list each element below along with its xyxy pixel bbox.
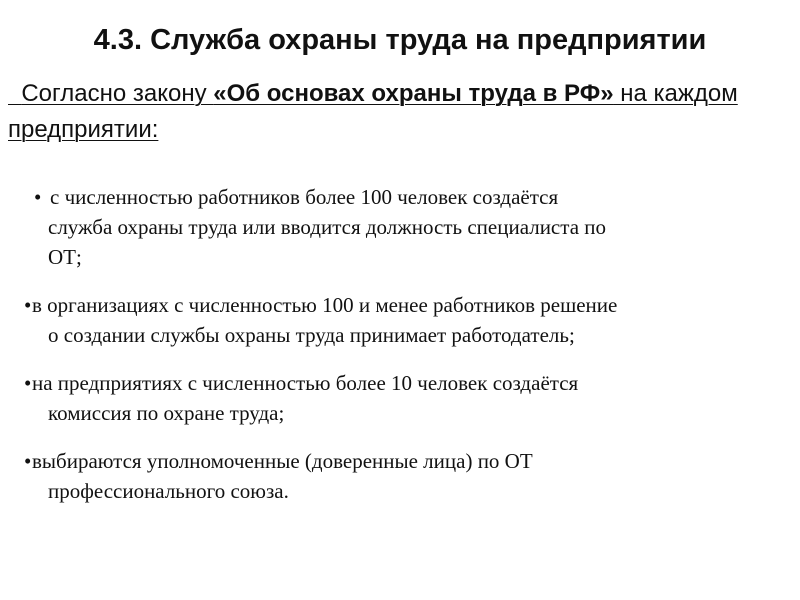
bullet-line: служба охраны труда или вводится должность специалиста по bbox=[48, 215, 606, 239]
bullet-line: на предприятиях с численностью более 10 человек создаётся bbox=[32, 371, 579, 395]
bullet-line: о создании службы охраны труда принимает работодатель; bbox=[48, 323, 575, 347]
bullet-line: профессионального союза. bbox=[48, 479, 289, 503]
bullet-line: комиссия по охране труда; bbox=[48, 401, 285, 425]
bullet-line: в организациях с численностью 100 и менее работников решение bbox=[32, 293, 618, 317]
bullet-marker: • bbox=[24, 449, 32, 473]
bullet-line: с численностью работников более 100 человек создаётся bbox=[50, 185, 559, 209]
law-name: «Об основах охраны труда в РФ» bbox=[213, 80, 614, 107]
bullet-item-4 bbox=[24, 446, 533, 506]
intro-text-after: на каждом предприятии: bbox=[8, 80, 738, 143]
bullet-item-3 bbox=[24, 368, 578, 428]
bullet-marker: • bbox=[24, 371, 32, 395]
intro-text-before: Согласно закону bbox=[21, 80, 214, 107]
slide-title: 4.3. Служба охраны труда на предприятии bbox=[93, 24, 707, 56]
bullet-line: выбираются уполномоченные (доверенные лица) по ОТ bbox=[32, 449, 533, 473]
bullet-marker: • bbox=[34, 185, 42, 209]
bullet-line: ОТ; bbox=[48, 245, 82, 269]
bullet-item-2 bbox=[24, 290, 617, 350]
bullet-marker: • bbox=[24, 293, 32, 317]
bullet-item-1 bbox=[34, 182, 606, 272]
